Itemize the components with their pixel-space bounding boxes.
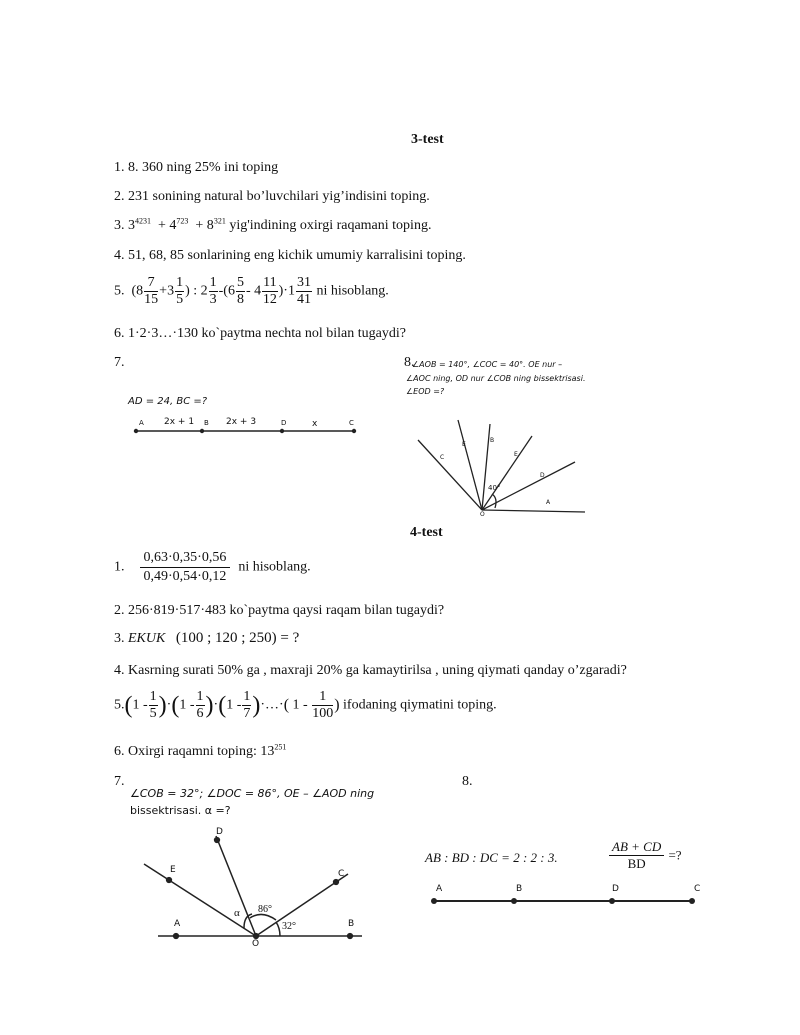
q5-part4: -(6 — [218, 283, 235, 299]
angle-rays-diagram — [410, 400, 600, 520]
test3-question-8: 8. — [404, 355, 415, 370]
angle-32-label: 32° — [282, 921, 296, 932]
q3-number: 3. — [114, 218, 125, 233]
test4-q7-figure — [140, 827, 380, 955]
pt-B: B — [516, 884, 523, 894]
angle-86-label: 86° — [258, 904, 272, 915]
test4-title: 4-test — [410, 525, 443, 540]
t4q5-dots: ·…· — [260, 697, 284, 713]
point-A: A — [139, 419, 144, 427]
t4q6-text: 6. Oxirgi raqamni toping: 13 — [114, 744, 275, 759]
t4q8-eq: =? — [668, 847, 682, 863]
test4-question-7: 7. — [114, 774, 125, 789]
point-O-label: O — [252, 939, 260, 949]
t4q1-number: 1. — [114, 559, 125, 575]
test3-question-3 — [114, 216, 432, 233]
t4q5-term2: 1 - — [179, 697, 195, 713]
q5-part3: ) : 2 — [185, 283, 208, 299]
q5-frac1: $\frac{7}{15}$ — [144, 275, 159, 307]
test3-title: 3-test — [411, 132, 444, 147]
t4q7-condition-line1: ∠COB = 32°; ∠DOC = 86°, OE – ∠AOD ning — [130, 787, 375, 800]
pt-C: C — [694, 884, 701, 894]
point-A-label: A — [174, 919, 181, 929]
test3-question-7: 7. — [114, 355, 125, 370]
q3-exp1: 4231 — [135, 216, 151, 226]
q8-condition-line1: ∠AOB = 140°, ∠COC = 40°. OE nur – — [412, 360, 563, 369]
t4q5-frac1: $\frac{1}{5}$ — [149, 689, 157, 721]
t4q5-term4: 1 - — [292, 697, 308, 713]
test4-question-8: 8. — [462, 774, 473, 789]
t4q3-args: (100 ; 120 ; 250) = ? — [175, 630, 300, 646]
pt-D: D — [612, 884, 619, 894]
t4q3-expr: EKUK — [128, 631, 166, 646]
point-B: B — [204, 419, 209, 427]
segment-abdc-diagram — [428, 883, 708, 913]
q5-part2: +3 — [159, 283, 175, 299]
q5-tail: ni hisoblang. — [316, 283, 389, 299]
test4-q8-figure — [428, 883, 708, 913]
test4-question-6 — [114, 742, 287, 759]
alpha-label: α — [234, 907, 240, 919]
test4-question-3 — [114, 631, 299, 646]
q5-frac6: $\frac{31}{41}$ — [296, 275, 311, 307]
q3-base2: + 4 — [158, 218, 177, 233]
q5-frac2: $\frac{1}{5}$ — [176, 275, 184, 307]
seg-label-1: 2x + 1 — [164, 417, 195, 427]
point-E-label: E — [170, 865, 176, 875]
test4-question-5: 5.(1 - $\frac{1}{5}$ )·(1 - $\frac{1}{6}$ )·(1 - $\frac{1}{7}$ )·…·( 1 - $\frac{1}{100}$ ) ifodaning qiymatini toping. — [114, 689, 497, 721]
point-C-label: C — [338, 869, 345, 879]
seg-label-3: x — [312, 419, 318, 429]
q8-condition-line3: ∠EOD =? — [406, 387, 445, 396]
seg-label-2: 2x + 3 — [226, 417, 257, 427]
t4q5-frac3: $\frac{1}{7}$ — [243, 689, 251, 721]
test4-question-1 — [114, 551, 311, 584]
test3-question-1: 1. 8. 360 ning 25% ini toping — [114, 160, 279, 175]
t4q8-ratio: AB : BD : DC = 2 : 2 : 3. — [425, 850, 558, 865]
q5-part5: - 4 — [245, 283, 262, 299]
point-D: D — [281, 419, 287, 427]
q8-condition-line2: ∠AOC ning, OD nur ∠COB ning bissektrisasi. — [406, 374, 586, 383]
test3-question-6: 6. 1·2·3…·130 ko`paytma nechta nol bilan tugaydi? — [114, 326, 406, 341]
t4q5-term1: 1 - — [132, 697, 148, 713]
ray-label-a: A — [546, 499, 551, 506]
q3-base1: 3 — [128, 218, 135, 233]
test4-question-4: 4. Kasrning surati 50% ga , maxraji 20% ga kamaytirilsa , uning qiymati qanday o’zgaradi? — [114, 663, 627, 678]
test3-question-2: 2. 231 sonining natural bo’luvchilari yig’indisini toping. — [114, 189, 430, 204]
q5-part1: (8 — [131, 283, 144, 299]
q5-frac4: $\frac{5}{8}$ — [236, 275, 244, 307]
angle-40-label: 40° — [488, 484, 501, 492]
t4q1-fraction: $\frac{0,63\cdot 0,35\cdot 0,56}{0,49\cdot 0,54\cdot 0,12}$ — [140, 551, 231, 584]
q5-number: 5. — [114, 283, 125, 299]
test3-question-4: 4. 51, 68, 85 sonlarining eng kichik umumiy karralisini toping. — [114, 248, 466, 263]
t4q5-frac4: $\frac{1}{100}$ — [312, 689, 334, 721]
t4q5-number: 5. — [114, 697, 125, 713]
q5-part6: )·1 — [278, 283, 295, 299]
test3-q8-figure — [410, 400, 600, 520]
ray-label-d: D — [540, 472, 545, 479]
ray-label-e2: E — [514, 451, 518, 458]
test3-q7-figure — [124, 393, 364, 443]
q3-exp3: 321 — [213, 216, 226, 226]
test4-question-2: 2. 256·819·517·483 ko`paytma qaysi raqam bilan tugaydi? — [114, 603, 445, 618]
q3-base3: + 8 — [195, 218, 214, 233]
point-C: C — [349, 419, 354, 427]
q3-tail: yig'indining oxirgi raqamani toping. — [229, 218, 432, 233]
origin-label: O — [480, 511, 485, 518]
q7-condition: AD = 24, BC =? — [128, 396, 208, 407]
pt-A: A — [436, 884, 443, 894]
ray-label-b: B — [490, 437, 495, 444]
t4q5-term3: 1 - — [226, 697, 242, 713]
t4q3-number: 3. — [114, 631, 125, 646]
ray-label-c: C — [440, 454, 445, 461]
q5-frac5: $\frac{11}{12}$ — [262, 275, 277, 307]
t4q8-fraction: $\frac{AB + CD}{BD}$ =? — [608, 840, 682, 870]
t4q1-tail: ni hisoblang. — [238, 559, 311, 575]
t4q5-frac2: $\frac{1}{6}$ — [196, 689, 204, 721]
t4q7-condition-line2: bissektrisasi. α =? — [130, 804, 231, 817]
t4q5-tail: ifodaning qiymatini toping. — [343, 697, 497, 713]
point-D-label: D — [216, 827, 223, 837]
q3-exp2: 723 — [176, 216, 189, 226]
q5-frac3: $\frac{1}{3}$ — [209, 275, 217, 307]
angle-diagram — [140, 827, 380, 955]
ray-label-e: E — [462, 441, 466, 448]
t4q6-exponent: 251 — [274, 742, 287, 752]
test3-question-5 — [114, 276, 389, 307]
point-B-label: B — [348, 919, 355, 929]
